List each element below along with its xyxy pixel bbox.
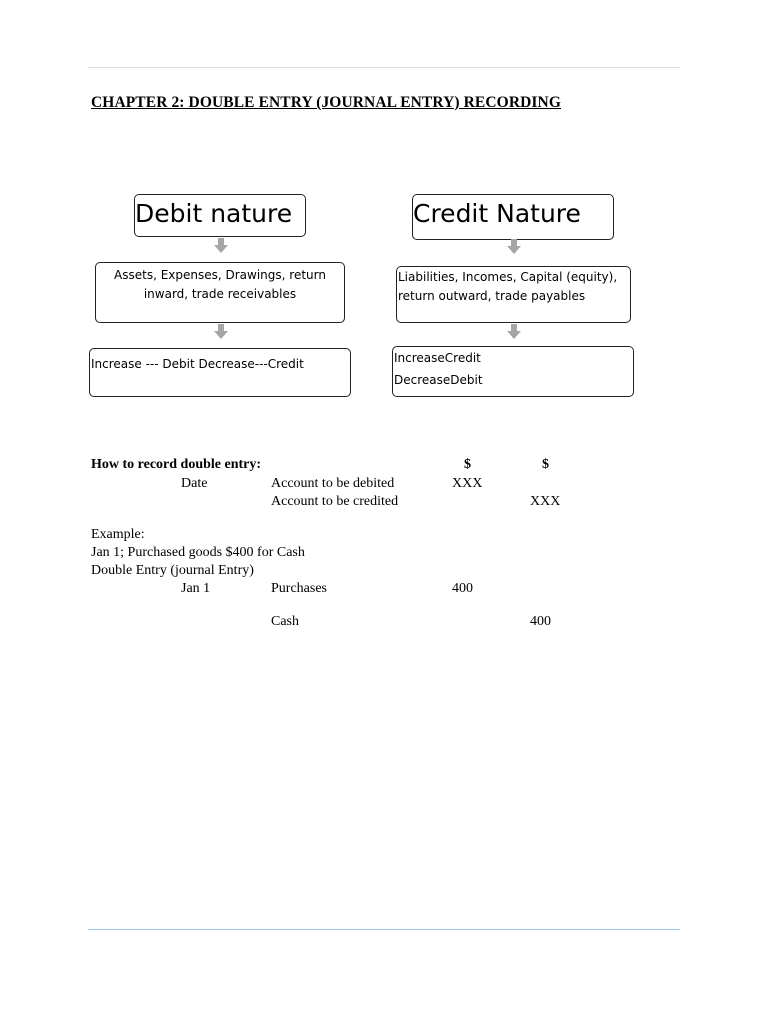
- example-credit-account: Cash: [271, 614, 299, 629]
- credit-items-line1: Liabilities, Incomes, Capital (equity),: [398, 270, 618, 284]
- date-label: Date: [181, 476, 208, 491]
- howto-heading: How to record double entry:: [91, 457, 262, 472]
- credit-column-header: $: [542, 457, 549, 472]
- footer-rule: [88, 929, 680, 930]
- debit-column-header: $: [464, 457, 471, 472]
- example-date: Jan 1: [181, 581, 211, 596]
- account-debited: Account to be debited: [271, 476, 395, 491]
- credit-rule-box: [392, 346, 634, 397]
- debit-rule-text: Increase --- Debit Decrease---Credit: [91, 357, 304, 371]
- credit-nature-box: [412, 194, 614, 240]
- example-debit-amount: 400: [452, 581, 473, 596]
- debit-nature-heading: Debit nature: [135, 199, 293, 228]
- debit-rule-box: [89, 348, 351, 397]
- account-credited: Account to be credited: [271, 494, 399, 509]
- debit-items-box: [95, 262, 345, 323]
- debit-nature-box: [134, 194, 306, 237]
- debit-items-line2: inward, trade receivables: [143, 287, 297, 301]
- credit-items-box: [396, 266, 631, 323]
- down-arrow-icon: [507, 239, 521, 254]
- credit-rule-line2: DecreaseDebit: [394, 373, 483, 387]
- credit-items-line2: return outward, trade payables: [398, 289, 586, 303]
- credit-amount: XXX: [530, 494, 561, 509]
- debit-items-line1: Assets, Expenses, Drawings, return: [114, 268, 326, 282]
- example-subheading: Double Entry (journal Entry): [91, 563, 254, 578]
- page-title: CHAPTER 2: DOUBLE ENTRY (JOURNAL ENTRY) RECORDING: [91, 94, 561, 111]
- example-label: Example:: [91, 527, 145, 542]
- credit-nature-heading: Credit Nature: [413, 199, 581, 228]
- debit-amount: XXX: [452, 476, 483, 491]
- example-credit-amount: 400: [530, 614, 551, 629]
- down-arrow-icon: [214, 238, 228, 253]
- credit-rule-line1: IncreaseCredit: [394, 351, 481, 365]
- down-arrow-icon: [214, 324, 228, 339]
- example-debit-account: Purchases: [271, 581, 327, 596]
- header-rule: [88, 67, 680, 68]
- example-description: Jan 1; Purchased goods $400 for Cash: [91, 545, 305, 560]
- down-arrow-icon: [507, 324, 521, 339]
